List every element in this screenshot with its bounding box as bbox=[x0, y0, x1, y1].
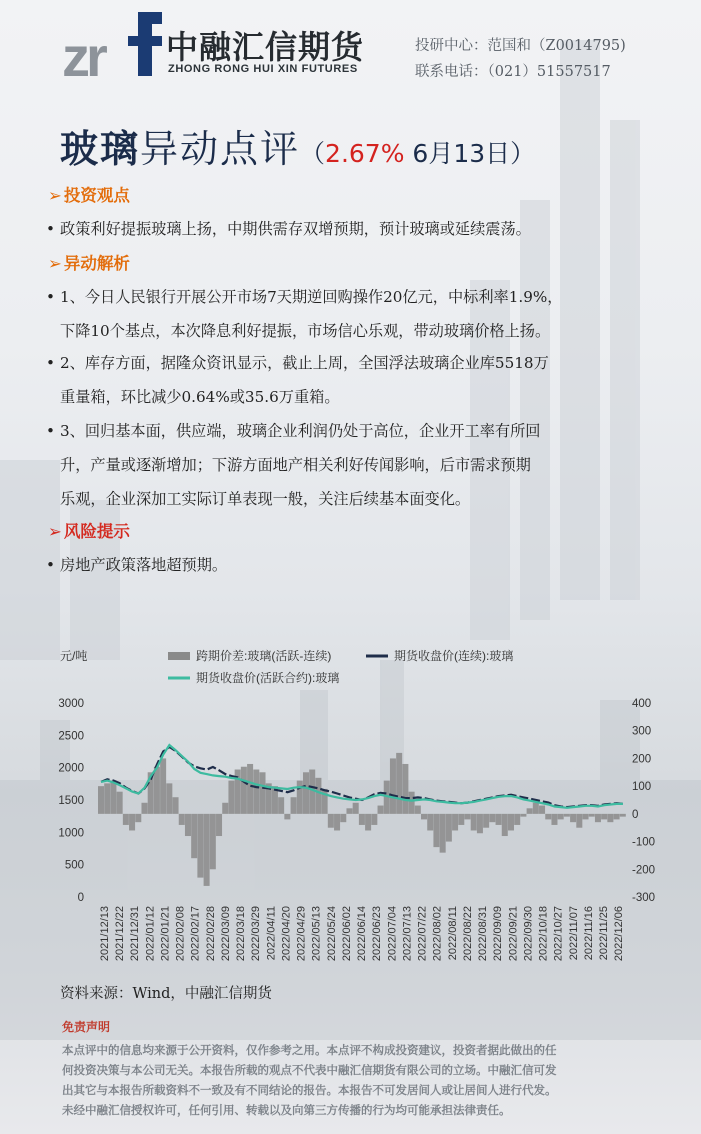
spread-bar bbox=[427, 814, 433, 831]
spread-bar bbox=[409, 792, 415, 814]
title-commodity: 玻璃 bbox=[60, 127, 141, 171]
x-tick-label: 2022/04/20 bbox=[280, 906, 293, 962]
spread-bar bbox=[601, 814, 607, 820]
y-right-tick: 400 bbox=[632, 698, 652, 710]
x-tick-label: 2022/12/06 bbox=[613, 906, 626, 962]
spread-bar bbox=[446, 814, 452, 842]
contact-researcher: 投研中心：范国和（Z0014795) bbox=[415, 38, 626, 54]
view-paragraph: • 政策利好提振玻璃上扬，中期供需存双增预期，预计玻璃或延续震荡。 bbox=[46, 212, 658, 246]
spread-bar bbox=[477, 814, 483, 833]
y-left-tick: 0 bbox=[77, 892, 84, 904]
legend-swatch bbox=[168, 652, 190, 660]
spread-bar bbox=[141, 803, 147, 814]
bullet-icon: • bbox=[46, 556, 55, 574]
spread-bar bbox=[166, 783, 172, 813]
spread-bar bbox=[378, 806, 384, 814]
arrow-icon: ➢ bbox=[48, 254, 62, 273]
x-tick-label: 2022/10/18 bbox=[537, 906, 550, 962]
y-right-tick: 100 bbox=[632, 781, 652, 794]
disclaimer-line: 本点评中的信息均来源于公开资料，仅作参考之用。本点评不构成投资建议，投资者据此做出的任 bbox=[62, 1043, 557, 1057]
y-left-tick: 1000 bbox=[58, 827, 84, 840]
spread-bar bbox=[433, 814, 439, 847]
logo-english-name: ZHONG RONG HUI XIN FUTURES bbox=[168, 63, 358, 75]
title-change-pct: 2.67% bbox=[325, 139, 405, 168]
x-tick-label: 2022/11/16 bbox=[582, 906, 595, 961]
y-left-tick: 2500 bbox=[58, 730, 84, 743]
y-right-tick: -300 bbox=[632, 892, 656, 904]
spread-bar bbox=[154, 767, 160, 814]
spread-bar bbox=[303, 772, 309, 814]
x-tick-label: 2022/03/18 bbox=[235, 906, 248, 962]
y-left-tick: 500 bbox=[64, 859, 84, 872]
spread-bar bbox=[98, 786, 104, 814]
x-tick-label: 2022/02/17 bbox=[189, 906, 202, 962]
spread-bar bbox=[204, 814, 210, 886]
spread-bar bbox=[359, 814, 365, 825]
y-right-tick: -100 bbox=[632, 836, 656, 849]
bullet-icon: • bbox=[46, 220, 55, 238]
y-left-tick: 3000 bbox=[58, 698, 84, 710]
x-tick-label: 2022/08/11 bbox=[446, 906, 459, 961]
spread-bar bbox=[315, 778, 321, 814]
spread-bar bbox=[502, 814, 508, 836]
title-paren: （ bbox=[300, 139, 326, 168]
spread-bar bbox=[589, 814, 595, 817]
x-tick-label: 2022/03/29 bbox=[250, 906, 263, 962]
spread-bar bbox=[284, 814, 290, 820]
x-tick-label: 2022/06/02 bbox=[341, 906, 353, 962]
spread-bar bbox=[415, 806, 421, 814]
x-tick-label: 2022/03/09 bbox=[220, 906, 232, 962]
spread-bar bbox=[228, 781, 234, 814]
spread-bar bbox=[508, 814, 514, 831]
analysis-item-2: • 2、库存方面，据隆众资讯显示，截止上周，全国浮法玻璃企业库5518万 重量箱，环比减少0.64%或35.6万重箱。 bbox=[46, 346, 658, 414]
spread-bar bbox=[471, 814, 477, 831]
spread-bar bbox=[191, 814, 197, 858]
arrow-icon: ➢ bbox=[48, 186, 62, 205]
analysis-item-1: • 1、今日人民银行开展公开市场7天期逆回购操作20亿元，中标利率1.9%， 下降10个基点，本次降息利好提振，市场信心乐观，带动玻璃价格上扬。 bbox=[46, 280, 658, 348]
section-view-heading: ➢ 投资观点 bbox=[48, 186, 130, 205]
spread-bar bbox=[514, 814, 520, 825]
spread-bar bbox=[545, 814, 551, 820]
spread-bar bbox=[421, 814, 427, 820]
series-line-continuous bbox=[101, 747, 623, 807]
spread-bar bbox=[402, 764, 408, 814]
spread-bar bbox=[483, 814, 489, 828]
bullet-icon: • bbox=[46, 354, 55, 372]
spread-bar bbox=[365, 814, 371, 831]
y-axis-unit: 元/吨 bbox=[60, 649, 88, 663]
chart-svg bbox=[0, 640, 701, 980]
spread-bar bbox=[520, 814, 526, 817]
spread-bar bbox=[440, 814, 446, 853]
x-tick-label: 2022/10/27 bbox=[552, 906, 565, 962]
arrow-icon: ➢ bbox=[48, 522, 62, 541]
x-tick-label: 2022/09/21 bbox=[507, 906, 520, 962]
spread-bar bbox=[291, 797, 297, 814]
series-line-active bbox=[101, 745, 623, 808]
legend-label: 跨期价差:玻璃(活跃-连续) bbox=[196, 649, 332, 663]
risk-paragraph: • 房地产政策落地超预期。 bbox=[46, 548, 658, 582]
x-tick-label: 2022/02/08 bbox=[174, 906, 187, 962]
disclaimer-body bbox=[62, 1040, 642, 1120]
spread-bar bbox=[346, 808, 352, 814]
logo-chinese-name: 中融汇信期货 bbox=[166, 28, 365, 66]
title-subject: 异动点评 bbox=[140, 127, 301, 171]
spread-bar bbox=[564, 814, 570, 817]
disclaimer-title: 免责声明 bbox=[62, 1020, 111, 1034]
spread-bar bbox=[489, 814, 495, 822]
x-tick-label: 2022/09/30 bbox=[522, 906, 535, 962]
section-analysis-heading: ➢ 异动解析 bbox=[48, 254, 130, 273]
x-tick-label: 2022/06/23 bbox=[371, 906, 384, 962]
spread-bar bbox=[527, 808, 533, 814]
spread-bar bbox=[173, 797, 179, 814]
spread-bar bbox=[253, 770, 259, 814]
spread-bar bbox=[278, 797, 284, 814]
spread-bar bbox=[210, 814, 216, 869]
bullet-icon: • bbox=[46, 288, 55, 306]
y-right-tick: 200 bbox=[632, 753, 652, 766]
spread-bar bbox=[570, 814, 576, 822]
x-tick-label: 2022/01/12 bbox=[144, 906, 157, 962]
x-tick-label: 2022/08/22 bbox=[461, 906, 474, 962]
spread-bar bbox=[135, 814, 141, 822]
data-source: 资料来源：Wind，中融汇信期货 bbox=[60, 986, 272, 1002]
page-title bbox=[60, 118, 535, 173]
x-tick-label: 2021/12/31 bbox=[129, 906, 142, 962]
spread-bar bbox=[353, 803, 359, 814]
section-risk-heading: ➢ 风险提示 bbox=[48, 522, 130, 541]
y-left-tick: 1500 bbox=[58, 795, 84, 807]
spread-bar bbox=[576, 814, 582, 828]
spread-bar bbox=[371, 814, 377, 825]
spread-bar bbox=[179, 814, 185, 825]
x-tick-label: 2022/09/09 bbox=[492, 906, 505, 962]
spread-bar bbox=[216, 814, 222, 836]
x-tick-label: 2022/11/07 bbox=[567, 906, 580, 961]
x-tick-label: 2022/06/14 bbox=[356, 906, 369, 962]
contact-info bbox=[415, 33, 626, 85]
spread-bar bbox=[551, 814, 557, 825]
spread-bar bbox=[558, 814, 564, 820]
x-tick-label: 2022/08/02 bbox=[431, 906, 444, 962]
disclaimer-line: 未经中融汇信授权许可，任何引用、转载以及向第三方传播的行为均可能承担法律责任。 bbox=[62, 1103, 511, 1117]
svg-text:zr: zr bbox=[62, 25, 104, 82]
y-left-tick: 2000 bbox=[58, 762, 84, 775]
title-date: 6月13日） bbox=[404, 139, 536, 168]
spread-bar bbox=[583, 814, 589, 820]
y-right-tick: 0 bbox=[632, 808, 639, 821]
contact-phone: 联系电话：（021）51557517 bbox=[415, 64, 611, 80]
spread-bar bbox=[390, 758, 396, 813]
legend-label: 期货收盘价(活跃合约):玻璃 bbox=[196, 671, 340, 685]
spread-bar bbox=[117, 792, 123, 814]
x-tick-label: 2022/07/13 bbox=[401, 906, 414, 962]
spread-bar bbox=[614, 814, 620, 820]
disclaimer-line: 何投资决策与本公司无关。本报告所载的观点不代表中融汇信期货有限公司的立场。中融汇信可发 bbox=[62, 1063, 557, 1077]
spread-bar bbox=[620, 814, 626, 817]
x-tick-label: 2021/12/22 bbox=[114, 906, 127, 962]
price-chart bbox=[0, 640, 701, 980]
spread-bar bbox=[260, 772, 266, 814]
bullet-icon: • bbox=[46, 422, 55, 440]
spread-bar bbox=[129, 814, 135, 831]
spread-bar bbox=[539, 806, 545, 814]
spread-bar bbox=[458, 814, 464, 825]
x-tick-label: 2022/07/04 bbox=[386, 906, 399, 962]
spread-bar bbox=[533, 803, 539, 814]
spread-bar bbox=[185, 814, 191, 836]
y-right-tick: -200 bbox=[632, 864, 656, 877]
spread-bar bbox=[328, 814, 334, 828]
spread-bar bbox=[247, 764, 253, 814]
spread-bar bbox=[334, 814, 340, 831]
spread-bar bbox=[464, 814, 470, 820]
x-tick-label: 2022/01/21 bbox=[159, 906, 172, 962]
spread-bar bbox=[104, 783, 110, 813]
x-tick-label: 2022/11/25 bbox=[598, 906, 610, 961]
legend-label: 期货收盘价(连续):玻璃 bbox=[394, 649, 514, 663]
spread-bar bbox=[340, 814, 346, 822]
spread-bar bbox=[197, 814, 203, 878]
x-tick-label: 2022/05/24 bbox=[325, 906, 338, 962]
spread-bar bbox=[110, 781, 116, 814]
disclaimer-line: 出其它与本报告所载资料不一致及有不同结论的报告。本报告不可发居间人或让居间人进行代发。 bbox=[62, 1083, 557, 1097]
spread-bar bbox=[241, 767, 247, 814]
x-tick-label: 2021/12/13 bbox=[99, 906, 111, 962]
spread-bar bbox=[607, 814, 613, 822]
spread-bar bbox=[123, 814, 129, 825]
spread-bar bbox=[160, 758, 166, 813]
spread-bar bbox=[297, 781, 303, 814]
x-tick-label: 2022/08/31 bbox=[477, 906, 490, 962]
y-right-tick: 300 bbox=[632, 725, 652, 738]
x-tick-label: 2022/05/13 bbox=[310, 906, 323, 962]
spread-bar bbox=[222, 803, 228, 814]
spread-bar bbox=[496, 814, 502, 825]
spread-bar bbox=[595, 814, 601, 822]
x-tick-label: 2022/07/22 bbox=[416, 906, 429, 962]
x-tick-label: 2022/04/11 bbox=[265, 906, 278, 961]
analysis-item-3: • 3、回归基本面，供应端，玻璃企业利润仍处于高位，企业开工率有所回 升，产量或逐渐增加；下游方面地产相关利好传闻影响，后市需求预期 乐观，企业深加工实际订单表现一般，关注后续基本面变化。 bbox=[46, 414, 658, 516]
x-tick-label: 2022/02/28 bbox=[204, 906, 217, 962]
spread-bar bbox=[452, 814, 458, 831]
spread-bar bbox=[396, 753, 402, 814]
x-tick-label: 2022/04/29 bbox=[295, 906, 308, 962]
